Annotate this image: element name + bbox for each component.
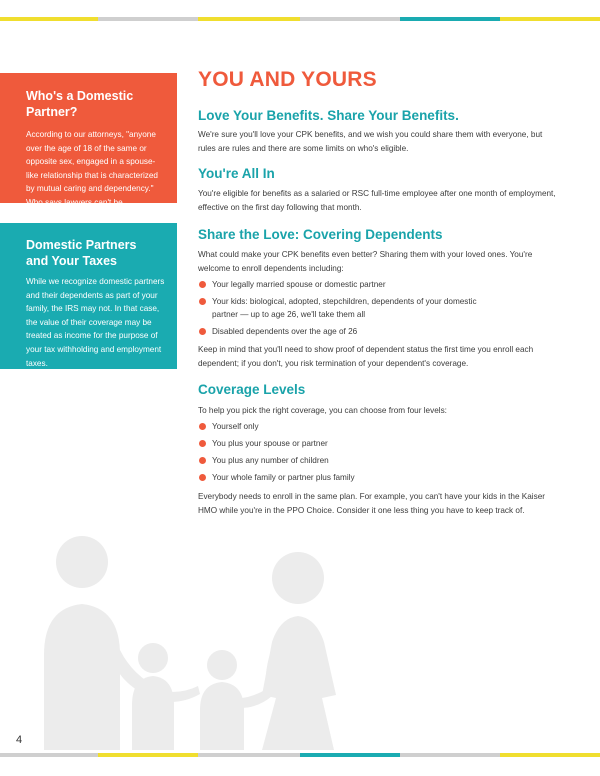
list-item: You plus your spouse or partner xyxy=(198,437,558,451)
child-left-arm-icon xyxy=(170,686,200,702)
father-head-icon xyxy=(56,536,108,588)
domestic-partner-body: According to our attorneys, "anyone over the age of 18 of the same or opposite sex, engaged in a spouse-like relationship that is characterized by mutual caring and dependency." Who says lawyers can't be sentimental? xyxy=(26,130,158,221)
page-number: 4 xyxy=(16,734,23,746)
child-left-head-icon xyxy=(138,643,168,673)
child-left-body-icon xyxy=(132,676,174,750)
bullet-dot-icon xyxy=(199,440,206,447)
bullet-dot-icon xyxy=(199,423,206,430)
taxes-callout xyxy=(0,223,177,369)
page-title: YOU AND YOURS xyxy=(198,68,377,91)
bullet-dot-icon xyxy=(199,474,206,481)
love-benefits-body: We're sure you'll love your CPK benefits, and we wish you could share them with everyone, but rules are rules and there are some limits on who's eligible. xyxy=(198,130,543,153)
love-benefits-heading: Love Your Benefits. Share Your Benefits. xyxy=(198,108,459,123)
list-item: Yourself only xyxy=(198,420,558,434)
bullet-dot-icon xyxy=(199,457,206,464)
bullet-dot-icon xyxy=(199,298,206,305)
child-right-body-icon xyxy=(200,682,244,750)
father-body-icon xyxy=(44,604,120,750)
taxes-title-line1: Domestic Partners xyxy=(26,238,137,252)
dependents-note: Keep in mind that you'll need to show proof of dependent status the first time you enroll each dependent; if you don't, you risk termination of your dependent's coverage. xyxy=(198,345,534,368)
all-in-heading: You're All In xyxy=(198,166,275,181)
list-item: Your whole family or partner plus family xyxy=(198,471,558,485)
dependents-intro: What could make your CPK benefits even better? Sharing them with your loved ones. You're welcome to enroll dependents including: xyxy=(198,250,533,273)
coverage-intro: To help you pick the right coverage, you can choose from four levels: xyxy=(198,406,447,415)
bullet-dot-icon xyxy=(199,328,206,335)
list-item: Your kids: biological, adopted, stepchildren, dependents of your domestic partner — up to age 26, we'll take them all xyxy=(198,295,482,322)
taxes-body: While we recognize domestic partners and their dependents as part of your family, the IRS may not. In that case, the value of their coverage may be treated as income for the purpose of your tax withholding and employment taxes. xyxy=(26,277,165,368)
domestic-partner-callout xyxy=(0,73,177,221)
coverage-note: Everybody needs to enroll in the same plan. For example, you can't have your kids in the Kaiser HMO while you're in the PPO Choice. Consider it one less thing you have to keep track of. xyxy=(198,492,545,515)
all-in-body: You're eligible for benefits as a salaried or RSC full-time employee after one month of employment, effective on the first day following that month. xyxy=(198,189,556,212)
dependents-heading: Share the Love: Covering Dependents xyxy=(198,227,443,242)
family-silhouette-illustration xyxy=(0,520,600,750)
bottom-color-stripe xyxy=(0,753,600,757)
taxes-title-line2: and Your Taxes xyxy=(26,254,118,268)
domestic-partner-title: Who's a Domestic Partner? xyxy=(26,89,134,119)
child-right-head-icon xyxy=(207,650,237,680)
taxes-title xyxy=(26,237,167,269)
list-item: You plus any number of children xyxy=(198,454,558,468)
list-item: Your legally married spouse or domestic partner xyxy=(198,278,558,292)
coverage-heading: Coverage Levels xyxy=(198,382,306,397)
dependents-list xyxy=(198,278,558,338)
top-color-stripe xyxy=(0,17,600,21)
mother-head-icon xyxy=(272,552,324,604)
bullet-dot-icon xyxy=(199,281,206,288)
list-item: Disabled dependents over the age of 26 xyxy=(198,325,558,339)
coverage-list xyxy=(198,420,558,484)
